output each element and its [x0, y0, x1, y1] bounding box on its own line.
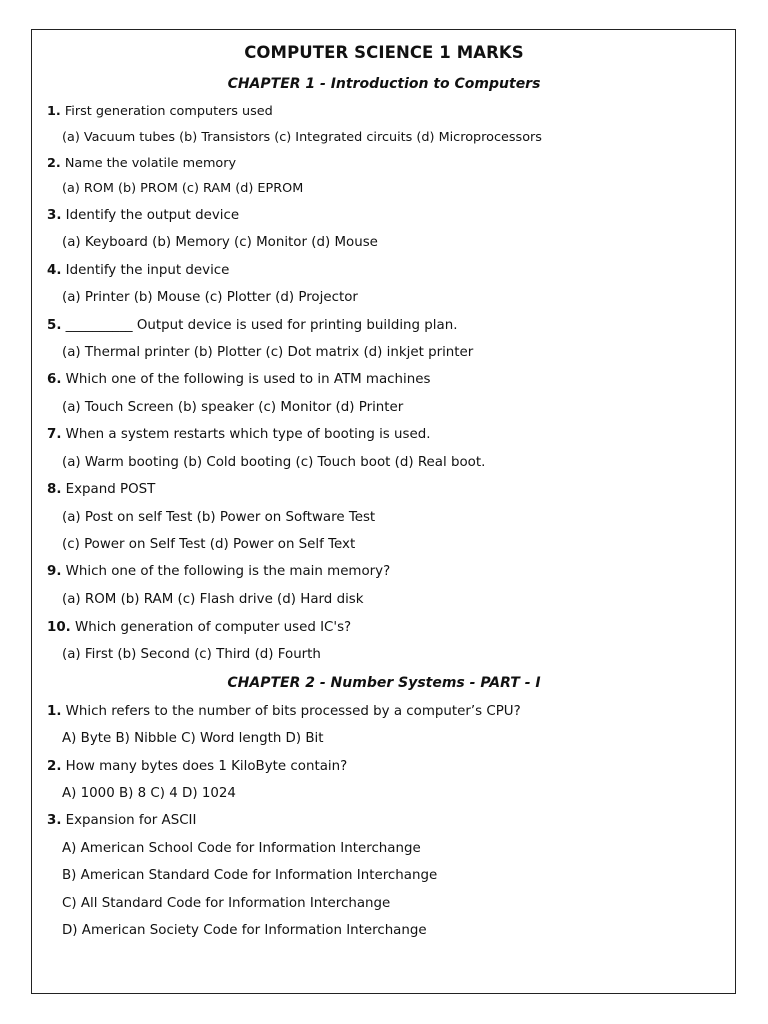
question-text: Expansion for ASCII	[65, 813, 197, 828]
question-number: 2.	[47, 759, 62, 774]
answer-options: (a) Keyboard (b) Memory (c) Monitor (d) Mouse	[62, 235, 378, 250]
document-title: COMPUTER SCIENCE 1 MARKS	[244, 43, 524, 62]
question-text: Identify the input device	[65, 263, 230, 278]
answer-options: (a) Vacuum tubes (b) Transistors (c) Integrated circuits (d) Microprocessors	[62, 130, 542, 145]
question-number: 10.	[47, 620, 71, 635]
answer-options: (a) Warm booting (b) Cold booting (c) Touch boot (d) Real boot.	[62, 455, 486, 470]
question-number: 5.	[47, 318, 62, 333]
question	[47, 619, 351, 637]
question-text: Which one of the following is the main memory?	[65, 564, 391, 579]
question-text: Which refers to the number of bits processed by a computer’s CPU?	[65, 704, 521, 719]
question-text: Identify the output device	[65, 208, 240, 223]
answer-options: D) American Society Code for Information Interchange	[62, 923, 427, 938]
question-text: Expand POST	[65, 482, 156, 497]
answer-options: (a) Thermal printer (b) Plotter (c) Dot matrix (d) inkjet printer	[62, 345, 474, 360]
question-number: 3.	[47, 813, 62, 828]
answer-options: (a) Printer (b) Mouse (c) Plotter (d) Projector	[62, 290, 358, 305]
question-text: Which generation of computer used IC's?	[75, 620, 352, 635]
question	[47, 317, 457, 335]
question	[47, 103, 273, 121]
question	[47, 703, 521, 721]
question	[47, 262, 229, 280]
chapter-1-heading: CHAPTER 1 - Introduction to Computers	[227, 76, 541, 92]
answer-options: (a) Touch Screen (b) speaker (c) Monitor (d) Printer	[62, 400, 404, 415]
question	[47, 812, 196, 830]
question	[47, 563, 390, 581]
chapter-2-heading: CHAPTER 2 - Number Systems - PART - I	[227, 675, 541, 691]
answer-options: B) American Standard Code for Information Interchange	[62, 868, 438, 883]
question	[47, 481, 155, 499]
question-number: 2.	[47, 156, 61, 171]
answer-options: (a) ROM (b) RAM (c) Flash drive (d) Hard disk	[62, 592, 364, 607]
question	[47, 426, 431, 444]
answer-options: A) Byte B) Nibble C) Word length D) Bit	[62, 731, 324, 746]
question-text: __________ Output device is used for printing building plan.	[65, 318, 458, 333]
answer-options: C) All Standard Code for Information Interchange	[62, 896, 391, 911]
answer-options: (a) First (b) Second (c) Third (d) Fourth	[62, 647, 321, 662]
answer-options: (a) Post on self Test (b) Power on Software Test	[62, 510, 376, 525]
question-number: 1.	[47, 104, 61, 119]
question-number: 4.	[47, 263, 62, 278]
question-number: 9.	[47, 564, 62, 579]
question	[47, 207, 239, 225]
answer-options: A) American School Code for Information Interchange	[62, 841, 421, 856]
question-text: Name the volatile memory	[64, 156, 237, 171]
question	[47, 371, 430, 389]
question	[47, 758, 347, 776]
question-text: Which one of the following is used to in ATM machines	[65, 372, 431, 387]
question-text: When a system restarts which type of booting is used.	[65, 427, 431, 442]
question-text: First generation computers used	[64, 104, 273, 119]
question-number: 7.	[47, 427, 62, 442]
answer-options: (c) Power on Self Test (d) Power on Self Text	[62, 537, 356, 552]
answer-options: (a) ROM (b) PROM (c) RAM (d) EPROM	[62, 181, 304, 196]
question-number: 8.	[47, 482, 62, 497]
question-number: 6.	[47, 372, 62, 387]
question-number: 3.	[47, 208, 62, 223]
question-number: 1.	[47, 704, 62, 719]
answer-options: A) 1000 B) 8 C) 4 D) 1024	[62, 786, 236, 801]
question	[47, 155, 236, 173]
question-text: How many bytes does 1 KiloByte contain?	[65, 759, 348, 774]
